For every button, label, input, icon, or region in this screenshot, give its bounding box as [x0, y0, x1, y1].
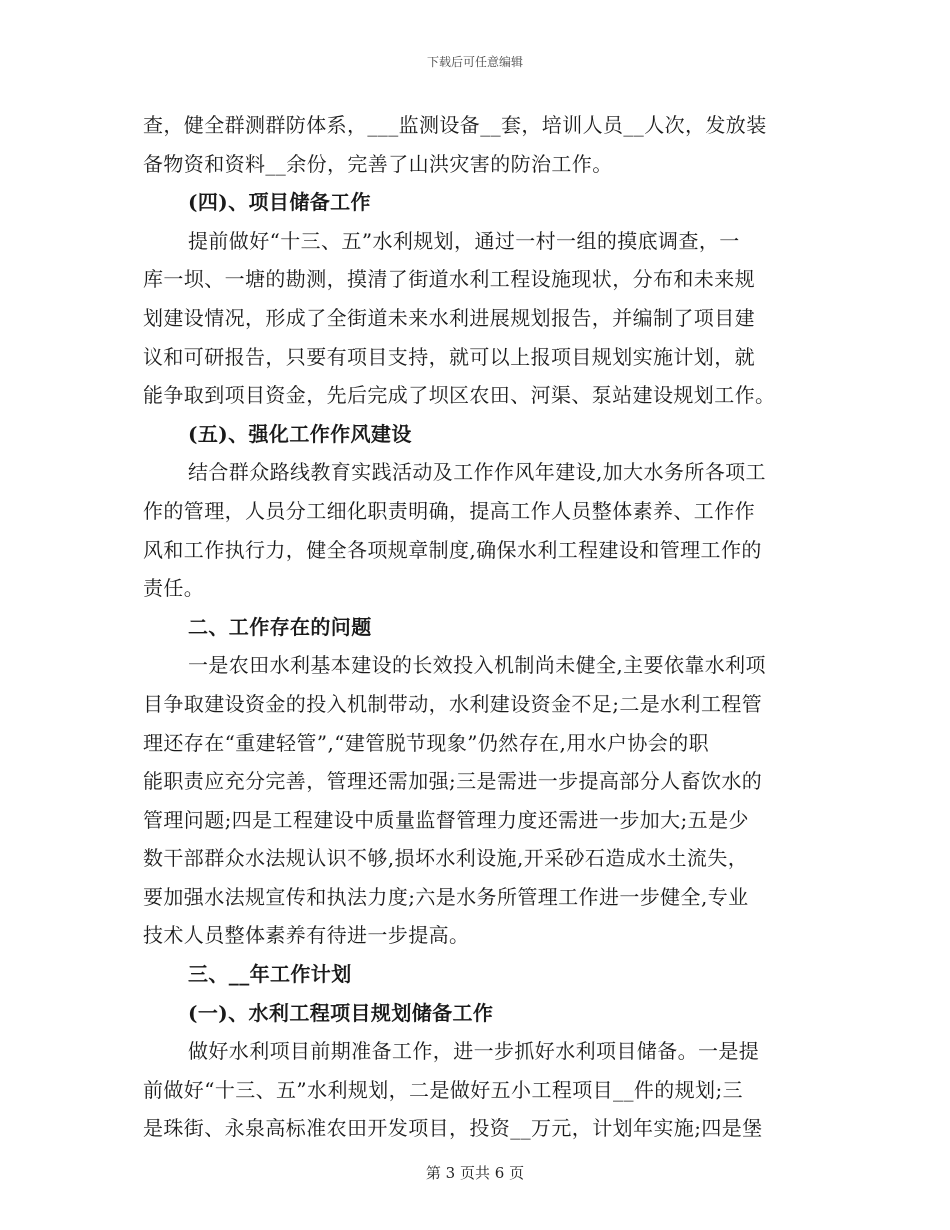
paragraph-line: 是珠街、永泉高标准农田开发项目，投资__万元，计划年实施;四是堡	[143, 1116, 763, 1141]
paragraph-line: 作的管理，人员分工细化职责明确，提高工作人员整体素养、工作作	[143, 498, 755, 523]
section-heading: 三、__年工作计划	[188, 962, 352, 987]
document-body	[143, 106, 807, 1148]
paragraph-line: 备物资和资料__余份，完善了山洪灾害的防治工作。	[143, 151, 613, 176]
paragraph-line: 议和可研报告，只要有项目支持，就可以上报项目规划实施计划，就	[143, 344, 755, 369]
paragraph-line: 能职责应充分完善，管理还需加强;三是需进一步提高部分人畜饮水的	[143, 769, 763, 794]
paragraph-line: 结合群众路线教育实践活动及工作作风年建设,加大水务所各项工	[188, 460, 766, 485]
section-heading: (五)、强化工作作风建设	[188, 421, 412, 446]
paragraph-line: 能争取到项目资金，先后完成了坝区农田、河渠、泵站建设规划工作。	[143, 383, 776, 408]
paragraph-line: 目争取建设资金的投入机制带动，水利建设资金不足;二是水利工程管	[143, 691, 763, 716]
paragraph-line: 查，健全群测群防体系，___监测设备__套，培训人员__人次，发放装	[143, 113, 767, 137]
page-footer: 第 3 页共 6 页	[425, 1164, 525, 1182]
paragraph-line: 库一坝、一塘的勘测，摸清了街道水利工程设施现状，分布和未来规	[143, 267, 755, 292]
paragraph-line: 数干部群众水法规认识不够,损坏水利设施,开采砂石造成水土流失，	[143, 846, 749, 871]
paragraph-line: 做好水利项目前期准备工作，进一步抓好水利项目储备。一是提	[188, 1039, 760, 1064]
paragraph-line: 提前做好“十三、五”水利规划，通过一村一组的摸底调查，一	[188, 228, 740, 253]
paragraph-line: 技术人员整体素养有待进一步提高。	[143, 923, 470, 948]
paragraph-line: 理还存在“重建轻管”,“建管脱节现象”仍然存在,用水户协会的职	[143, 730, 710, 755]
paragraph-line: 划建设情况，形成了全街道未来水利进展规划报告，并编制了项目建	[143, 305, 755, 330]
page-header-note: 下载后可任意编辑	[426, 55, 523, 69]
section-heading: 二、工作存在的问题	[188, 614, 372, 639]
paragraph-line: 责任。	[143, 576, 205, 601]
paragraph-line: 要加强水法规宣传和执法力度;六是水务所管理工作进一步健全,专业	[143, 884, 749, 909]
paragraph-line: 管理问题;四是工程建设中质量监督管理力度还需进一步加大;五是少	[143, 807, 749, 832]
paragraph-line: 前做好“十三、五”水利规划，二是做好五小工程项目__件的规划;三	[143, 1077, 743, 1102]
paragraph-line: 一是农田水利基本建设的长效投入机制尚未健全,主要依靠水利项	[188, 653, 766, 678]
section-heading: (一)、水利工程项目规划储备工作	[188, 1000, 494, 1025]
section-heading: (四)、项目储备工作	[188, 190, 371, 215]
paragraph-line: 风和工作执行力，健全各项规章制度,确保水利工程建设和管理工作的	[143, 537, 762, 562]
